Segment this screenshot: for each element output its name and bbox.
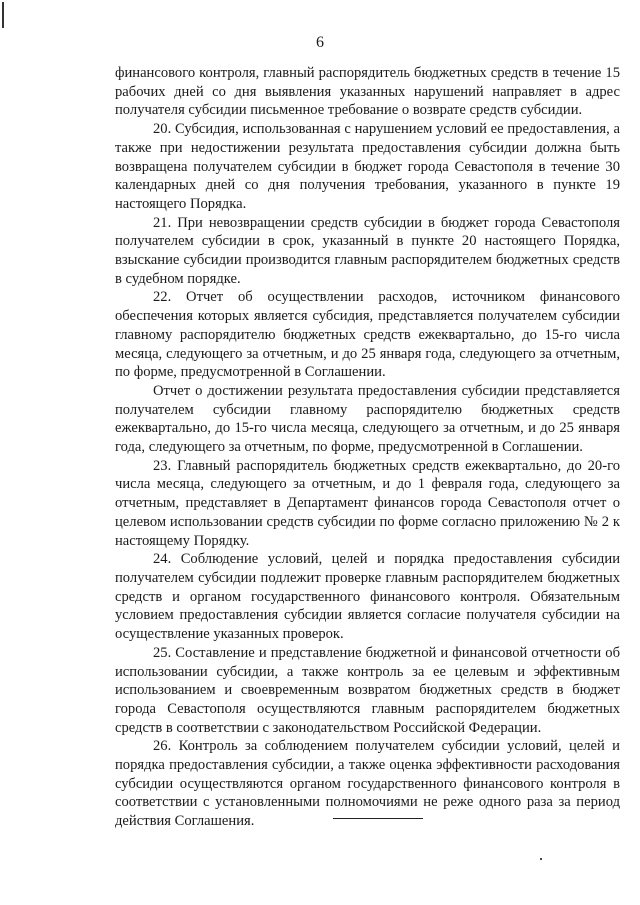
- paragraph-21: 21. При невозвращении средств субсидии в бюджет города Севастополя получателем субсидии в срок, указанный в пункте 20 настоящего Порядка, взыскание субсидии производится главным распорядителем бюджетных средств в судебном порядке.: [115, 214, 620, 287]
- paragraph-23: 23. Главный распорядитель бюджетных средств ежеквартально, до 20-го числа месяца, следующего за отчетным, и до 1 февраля года, следующего за отчетным, представляет в Департамент финансов города Севастополя отчет о целевом использовании средств субсидии по форме согласно приложению № 2 к настоящему Порядку.: [115, 457, 620, 549]
- end-of-text-rule: [333, 818, 423, 819]
- document-body: [115, 64, 620, 831]
- paragraph-19-continuation: финансового контроля, главный распорядитель бюджетных средств в течение 15 рабочих дней со дня выявления указанных нарушений направляет в адрес получателя субсидии письменное требование о возврате средств субсидии.: [115, 65, 620, 119]
- paragraph-24: 24. Соблюдение условий, целей и порядка предоставления субсидии получателем субсидии подлежит проверке главным распорядителем бюджетных средств и органом государственного финансового контроля. Обязательным условием предоставления субсидии является согласие получателя субсидии на осуществление указанных проверок.: [115, 551, 620, 643]
- scan-edge-mark: [2, 2, 4, 28]
- paragraph-22: 22. Отчет об осуществлении расходов, источником финансового обеспечения которых является субсидия, представляется получателем субсидии главному распорядителю бюджетных средств ежеквартально, до 15-го числа месяца, следующего за отчетным, и до 25 января года, следующего за отчетным, по форме, предусмотренной в Соглашении.: [115, 289, 620, 381]
- paragraph-20: 20. Субсидия, использованная с нарушением условий ее предоставления, а также при недостижении результата предоставления субсидии должна быть возвращена получателем субсидии в бюджет города Севастополя в течение 30 календарных дней со дня получения требования, указанного в пункте 19 настоящего Порядка.: [115, 121, 620, 212]
- paragraph-26: 26. Контроль за соблюдением получателем субсидии условий, целей и порядка предоставления субсидии, а также оценка эффективности расходования субсидии осуществляются органом государственного финансового контроля в соответствии с установленными полномочиями не реже одного раза за период действия Соглашения.: [115, 738, 620, 830]
- paragraph-25: 25. Составление и представление бюджетной и финансовой отчетности об использовании субсидии, а также контроль за ее целевым и эффективным использованием и своевременным возвратом бюджетных средств в бюджет города Севастополя осуществляются главным распорядителем бюджетных средств в соответствии с законодательством Российской Федерации.: [115, 644, 620, 736]
- scan-speck: [540, 858, 542, 860]
- page-number: 6: [316, 34, 324, 51]
- paragraph-22-result-report: Отчет о достижении результата предоставления субсидии представляется получателем субсидии главному распорядителю бюджетных средств ежеквартально, до 15-го числа месяца, следующего за отчетным, и до 25 января года, следующего за отчетным, по форме, предусмотренной в Соглашении.: [115, 382, 620, 456]
